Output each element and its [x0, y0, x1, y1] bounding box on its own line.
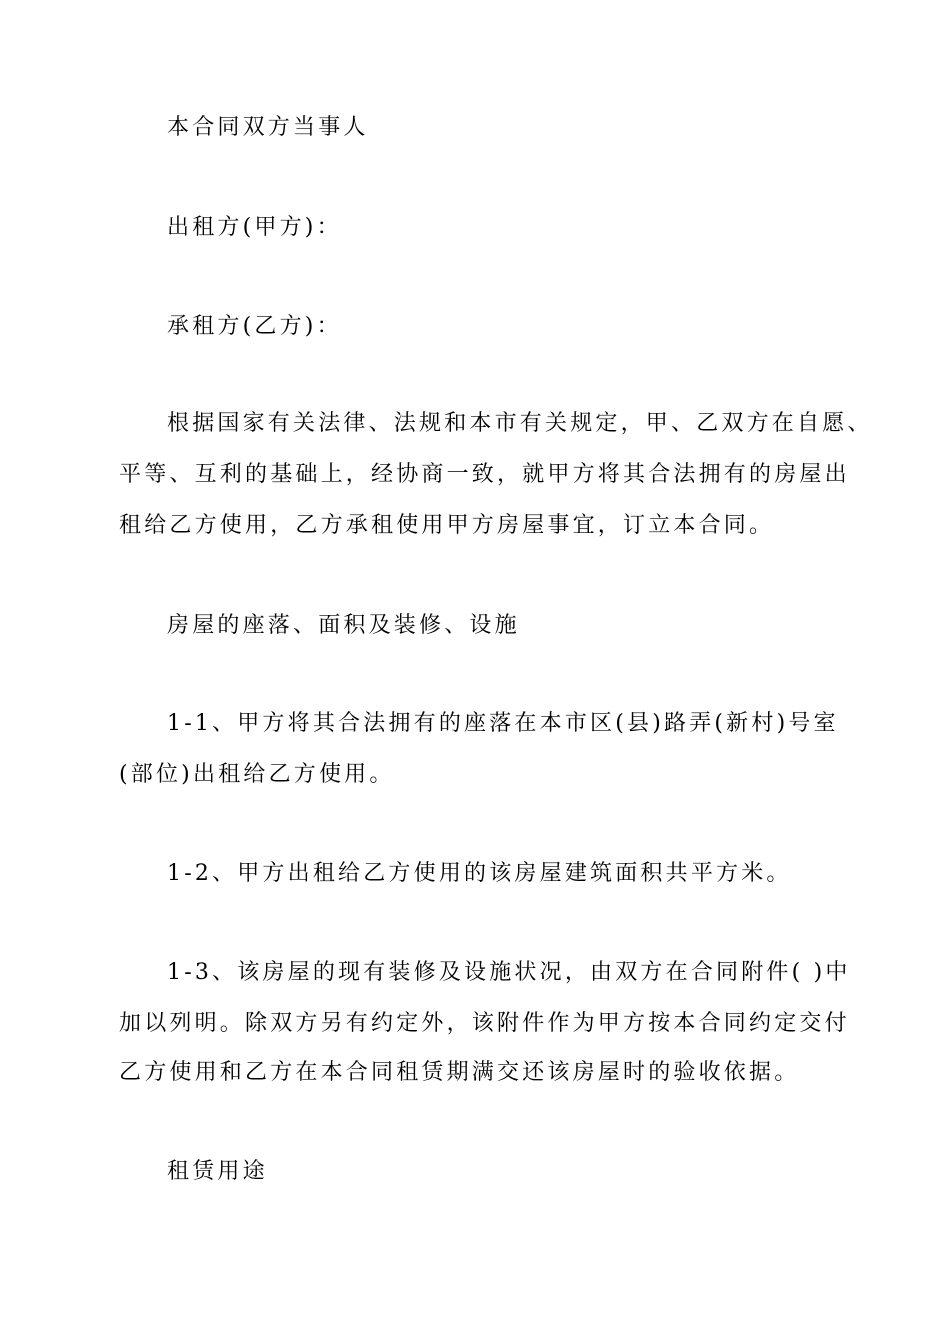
- clause-1-3-line-2: 加以列明。除双方另有约定外，该附件作为甲方按本合同约定交付: [119, 1011, 850, 1036]
- paragraph-preamble-line-1: 根据国家有关法律、法规和本市有关规定，甲、乙双方在自愿、: [167, 411, 873, 436]
- paragraph-parties-heading: 本合同双方当事人: [167, 115, 369, 140]
- section-heading-lease-purpose: 租赁用途: [167, 1159, 268, 1184]
- paragraph-preamble-line-2: 平等、互利的基础上，经协商一致，就甲方将其合法拥有的房屋出: [119, 462, 850, 487]
- clause-1-1-line-2: (部位)出租给乙方使用。: [119, 762, 395, 787]
- paragraph-preamble-line-3: 租给乙方使用，乙方承租使用甲方房屋事宜，订立本合同。: [119, 513, 775, 538]
- clause-1-2: 1-2、甲方出租给乙方使用的该房屋建筑面积共平方米。: [167, 861, 792, 886]
- paragraph-lessee: 承租方(乙方)：: [167, 314, 342, 339]
- clause-1-1-line-1: 1-1、甲方将其合法拥有的座落在本市区(县)路弄(新村)号室: [167, 711, 839, 736]
- paragraph-lessor: 出租方(甲方)：: [167, 215, 342, 240]
- section-heading-premises: 房屋的座落、面积及装修、设施: [167, 613, 520, 638]
- clause-1-3-line-3: 乙方使用和乙方在本合同租赁期满交还该房屋时的验收依据。: [119, 1060, 800, 1085]
- clause-1-3-line-1: 1-3、该房屋的现有装修及设施状况，由双方在合同附件( )中: [167, 960, 851, 985]
